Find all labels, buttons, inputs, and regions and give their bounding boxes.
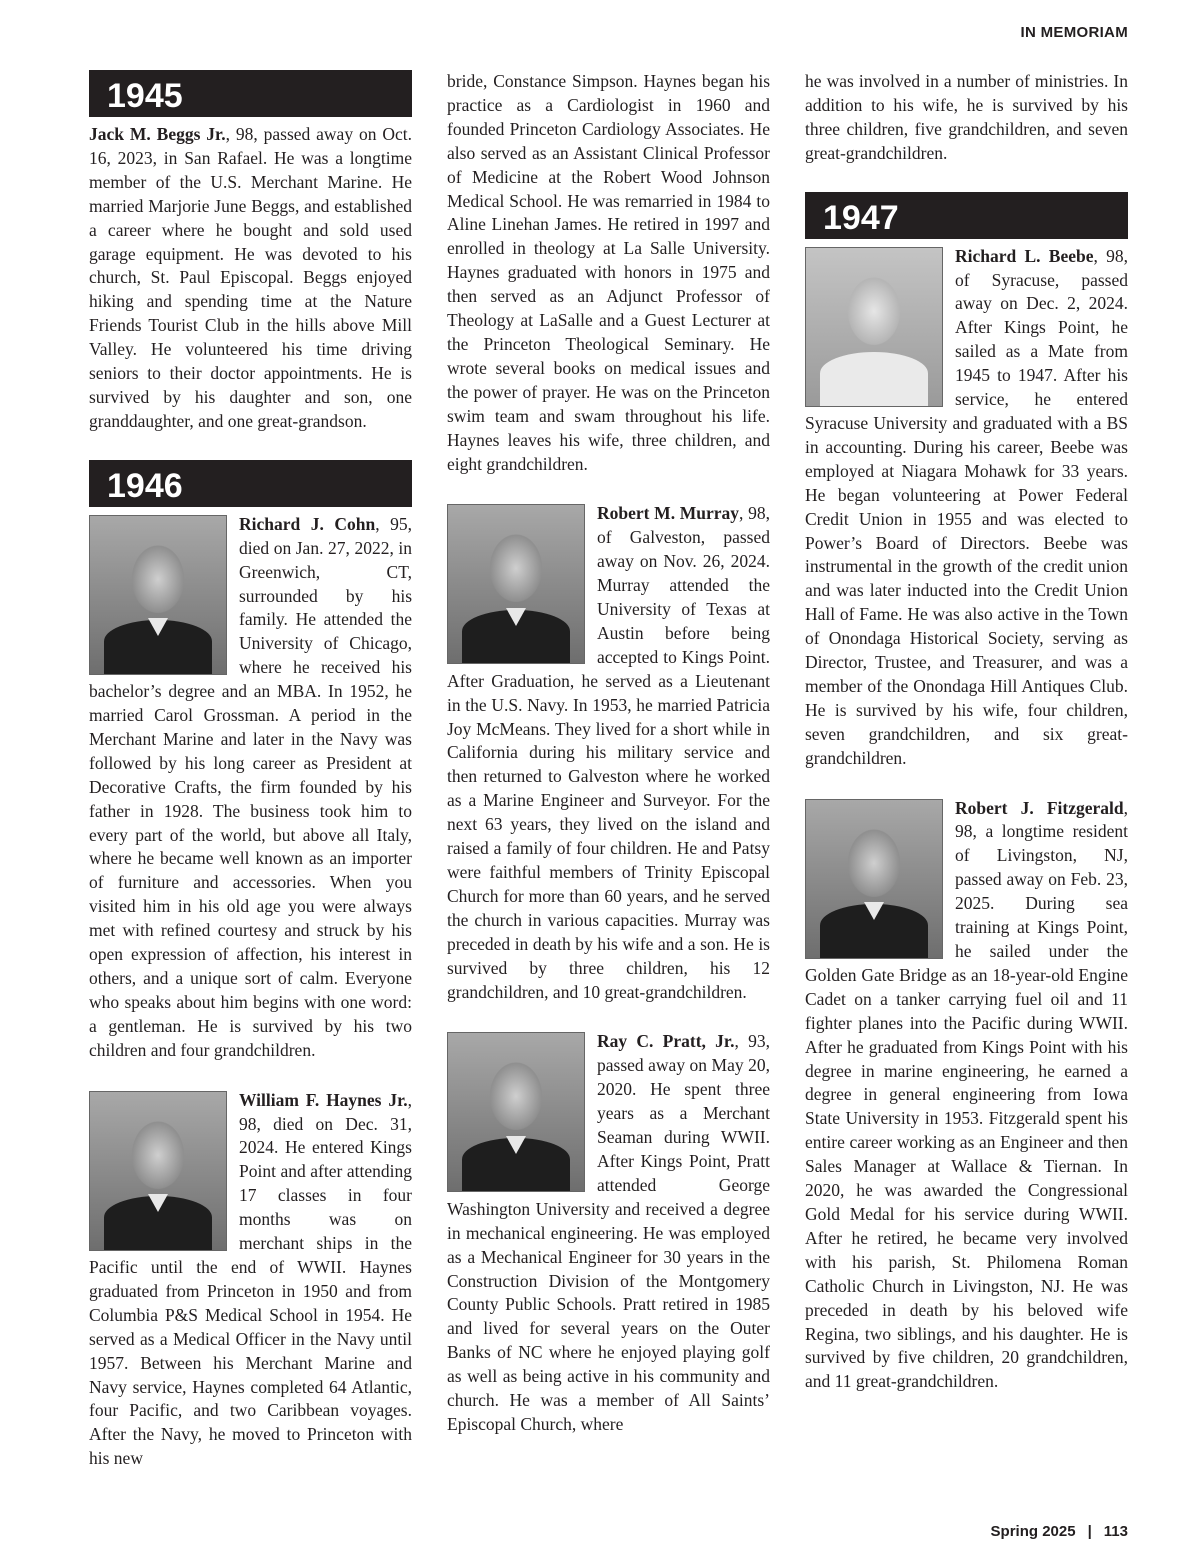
obituary-text: , 98, a longtime resident of Livingston, NJ, passed away on Feb. 23, 2025. During sea training at Kings Point, he sailed under the Golden Gate Bridge as an 18-year-old Engine Cadet on a tanker carrying fuel oil and 11 fighter planes into the Pacific during WWII. After he graduated from Kings Point with his degree in marine engineering, he earned a degree in general engineering from Iowa State University in 1953. Fitzgerald spent his entire career working as an Engineer and then Sales Manager at Wallace & Tiernan. In 2020, he was awarded the Congressional Gold Medal for his service during WWII. After he retired, he became very involved with his parish, St. Philomena Roman Catholic Church in Livingston, NJ. He was preceded in death by his beloved wife Regina, two siblings, and his daughter. He is survived by five children, 20 grandchildren, and 11 great-grandchildren. xyxy=(805,797,1128,1392)
issue-label: Spring 2025 xyxy=(990,1523,1076,1540)
section-label: IN MEMORIAM xyxy=(1020,24,1128,41)
portrait-photo-cohn xyxy=(89,515,227,675)
obituary-murray xyxy=(447,502,770,1004)
obituary-beebe xyxy=(805,245,1128,771)
portrait-photo-haynes xyxy=(89,1091,227,1251)
obituary-haynes xyxy=(89,1089,412,1472)
page-number: 113 xyxy=(1103,1523,1128,1540)
column-2 xyxy=(447,70,770,1437)
obituary-name: Jack M. Beggs Jr. xyxy=(89,124,226,144)
year-heading-1945: 1945 xyxy=(89,70,412,117)
obituary-name: Robert M. Murray xyxy=(597,503,740,524)
obituary-name: Robert J. Fitzgerald xyxy=(955,797,1124,818)
obituary-haynes-continued: bride, Constance Simpson. Haynes began his practice as a Cardiologist in 1960 and founded Princeton Cardiology Associates. He also served as an Assistant Clinical Professor of Medicine at the Robert Wood Johnson Medical School. He was remarried in 1984 to Aline Linehan James. He retired in 1997 and enrolled in theology at La Salle University. Haynes graduated with honors in 1975 and then served as an Adjunct Professor of Theology at LaSalle and a Guest Lecturer at the Princeton Theological Seminary. He wrote several books on medical issues and the power of prayer. He was on the Princeton swim team and swam throughout his life. Haynes leaves his wife, three children, and eight grandchildren. xyxy=(447,71,770,474)
obituary-name: Richard L. Beebe xyxy=(955,245,1094,266)
portrait-photo-fitzgerald xyxy=(805,799,943,959)
obituary-text: , 93, passed away on May 20, 2020. He spent three years as a Merchant Seaman during WWII. After Kings Point, Pratt attended George Washington University and received a degree in mechanical engineering. He was employed as a Mechanical Engineer for 30 years in the Construction Division of the Montgomery County Public Schools. Pratt retired in 1985 and lived for several years on the Outer Banks of NC where he enjoyed playing golf as well as being active in his community and church. He was a member of All Saints’ Episcopal Church, where xyxy=(447,1031,770,1434)
obituary-text: , 95, died on Jan. 27, 2022, in Greenwich, CT, surrounded by his family. He attended the University of Chicago, where he received his bachelor’s degree and an MBA. In 1952, he married Carol Grossman. A period in the Merchant Marine and later in the Navy was followed by his long career as President at Decorative Crafts, the firm founded by his father in 1928. The business took him to every part of the world, but above all Italy, where he became well known as an importer of furniture and accessories. When you visited him in his old age you were always met with refined courtesy and struck by his open expression of affection, his interest in others, and a unique sort of calm. Everyone who speaks about him begins with one word: a gentleman. He is survived by his two children and four grandchildren. xyxy=(89,513,413,1060)
footer-separator: | xyxy=(1087,1523,1092,1540)
obituary-name: Richard J. Cohn xyxy=(239,513,376,534)
year-heading-1947: 1947 xyxy=(805,192,1128,239)
column-3 xyxy=(805,70,1128,1394)
obituary-beggs xyxy=(89,123,412,434)
obituary-pratt-continued: he was involved in a number of ministries. In addition to his wife, he is survived by his three children, five grandchildren, and seven great-grandchildren. xyxy=(805,71,1128,163)
portrait-photo-murray xyxy=(447,504,585,664)
obituary-name: William F. Haynes Jr. xyxy=(239,1089,408,1110)
obituary-name: Ray C. Pratt, Jr. xyxy=(597,1031,735,1052)
obituary-pratt xyxy=(447,1030,770,1436)
column-1 xyxy=(89,70,412,1471)
portrait-photo-pratt xyxy=(447,1032,585,1192)
obituary-text: , 98, died on Dec. 31, 2024. He entered Kings Point and after attending 17 classes in four months was on merchant ships in the Pacific until the end of WWII. Haynes graduated from Princeton in 1950 and from Columbia P&S Medical School in 1954. He served as a Medical Officer in the Navy until 1957. Between his Merchant Marine and Navy service, Haynes completed 64 Atlantic, four Pacific, and two Caribbean voyages. After the Navy, he moved to Princeton with his new xyxy=(89,1089,412,1469)
year-heading-1946: 1946 xyxy=(89,460,412,507)
obituary-text: , 98, passed away on Oct. 16, 2023, in San Rafael. He was a longtime member of the U.S. Merchant Marine. He married Marjorie June Beggs, and established a career where he bought and sold used garage equipment. He was devoted to his church, St. Paul Episcopal. Beggs enjoyed hiking and spending time at the Nature Friends Tourist Club in the hills above Mill Valley. He volunteered his time driving seniors to their doctor appointments. He is survived by his daughter and son, one granddaughter, and one great-grandson. xyxy=(89,124,412,431)
obituary-text: , 98, of Galveston, passed away on Nov. 26, 2024. Murray attended the University of Texas at Austin before being accepted to Kings Point. After Graduation, he served as a Lieutenant in the U.S. Navy. In 1953, he married Patricia Joy McMeans. They lived for a short while in California during his military service and then returned to Galveston where he worked as a Marine Engineer and Surveyor. For the next 63 years, they lived on the island and raised a family of four children. He and Patsy were faithful members of Trinity Episcopal Church for more than 60 years, and he served the church in various capacities. Murray was preceded in death by his wife and a son. He is survived by three children, his 12 grandchildren, and 10 great-grandchildren. xyxy=(447,503,770,1002)
obituary-cohn xyxy=(89,513,412,1063)
obituary-text: , 98, of Syracuse, passed away on Dec. 2, 2024. After Kings Point, he sailed as a Mate from 1945 to 1947. After his service, he entered Syracuse University and graduated with a BS in accounting. During his career, Beebe was employed at Niagara Mohawk for 33 years. He began volunteering at Power Federal Credit Union in 1955 and was elected to Power’s Board of Directors. Beebe was instrumental in the growth of the credit union and was later inducted into the Credit Union Hall of Fame. He was also active in the Town of Onondaga Historical Society, serving as Director, Trustee, and Treasurer, and was a member of the Onondaga Hill Antiques Club. He is survived by his wife, four children, seven grandchildren, and six great-grandchildren. xyxy=(805,245,1128,768)
portrait-photo-beebe xyxy=(805,247,943,407)
obituary-fitzgerald xyxy=(805,797,1128,1395)
page-footer xyxy=(991,1523,1128,1540)
